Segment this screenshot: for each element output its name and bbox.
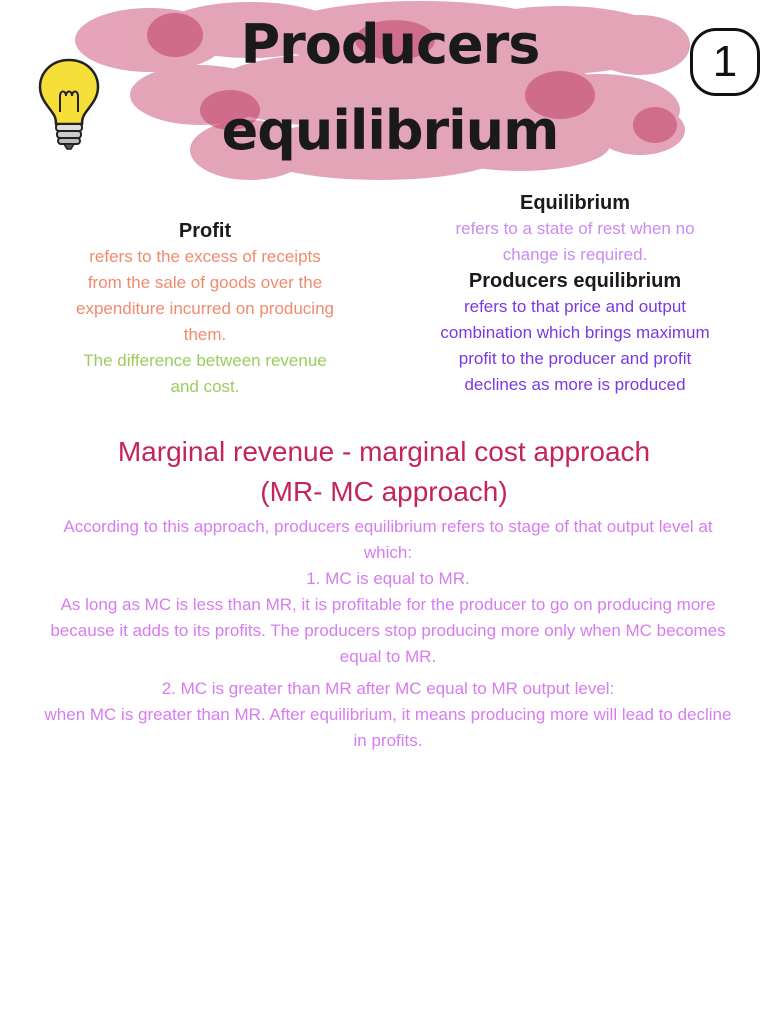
equilibrium-section [430, 190, 720, 398]
mr-mc-intro: According to this approach, producers equilibrium refers to stage of that output level at which: [63, 517, 713, 562]
profit-definition: refers to the excess of receipts from the sale of goods over the expenditure incurred on producing them. [75, 247, 334, 344]
profit-note: The difference between revenue and cost. [83, 351, 327, 396]
mr-mc-point1-detail: As long as MC is less than MR, it is profitable for the producer to go on producing more because it adds to its profits. The producers stop producing more only when MC becomes equal to MR. [50, 595, 726, 666]
page-number: 1 [690, 28, 760, 96]
lightbulb-icon [36, 56, 102, 152]
page-title-line2: equilibrium [221, 99, 559, 162]
page-title-line1: Producers [240, 13, 540, 76]
producers-equilibrium-heading: Producers equilibrium [468, 270, 682, 292]
profit-section [70, 218, 340, 400]
mr-mc-point1: 1. MC is equal to MR. [306, 569, 470, 588]
equilibrium-heading: Equilibrium [520, 192, 630, 214]
equilibrium-definition: refers to a state of rest when no change is required. [455, 219, 695, 264]
producers-equilibrium-definition: refers to that price and output combination which brings maximum profit to the producer and profit declines as more is produced [440, 297, 710, 394]
mr-mc-title-line1: Marginal revenue - marginal cost approach [117, 436, 651, 467]
mr-mc-point2: 2. MC is greater than MR after MC equal to MR output level: [161, 679, 615, 698]
mr-mc-title-line2: (MR- MC approach) [260, 476, 508, 507]
mr-mc-title [40, 432, 728, 512]
mr-mc-point2-detail: when MC is greater than MR. After equilibrium, it means producing more will lead to decline in profits. [44, 705, 732, 750]
profit-heading: Profit [178, 220, 232, 242]
mr-mc-body [40, 514, 736, 754]
